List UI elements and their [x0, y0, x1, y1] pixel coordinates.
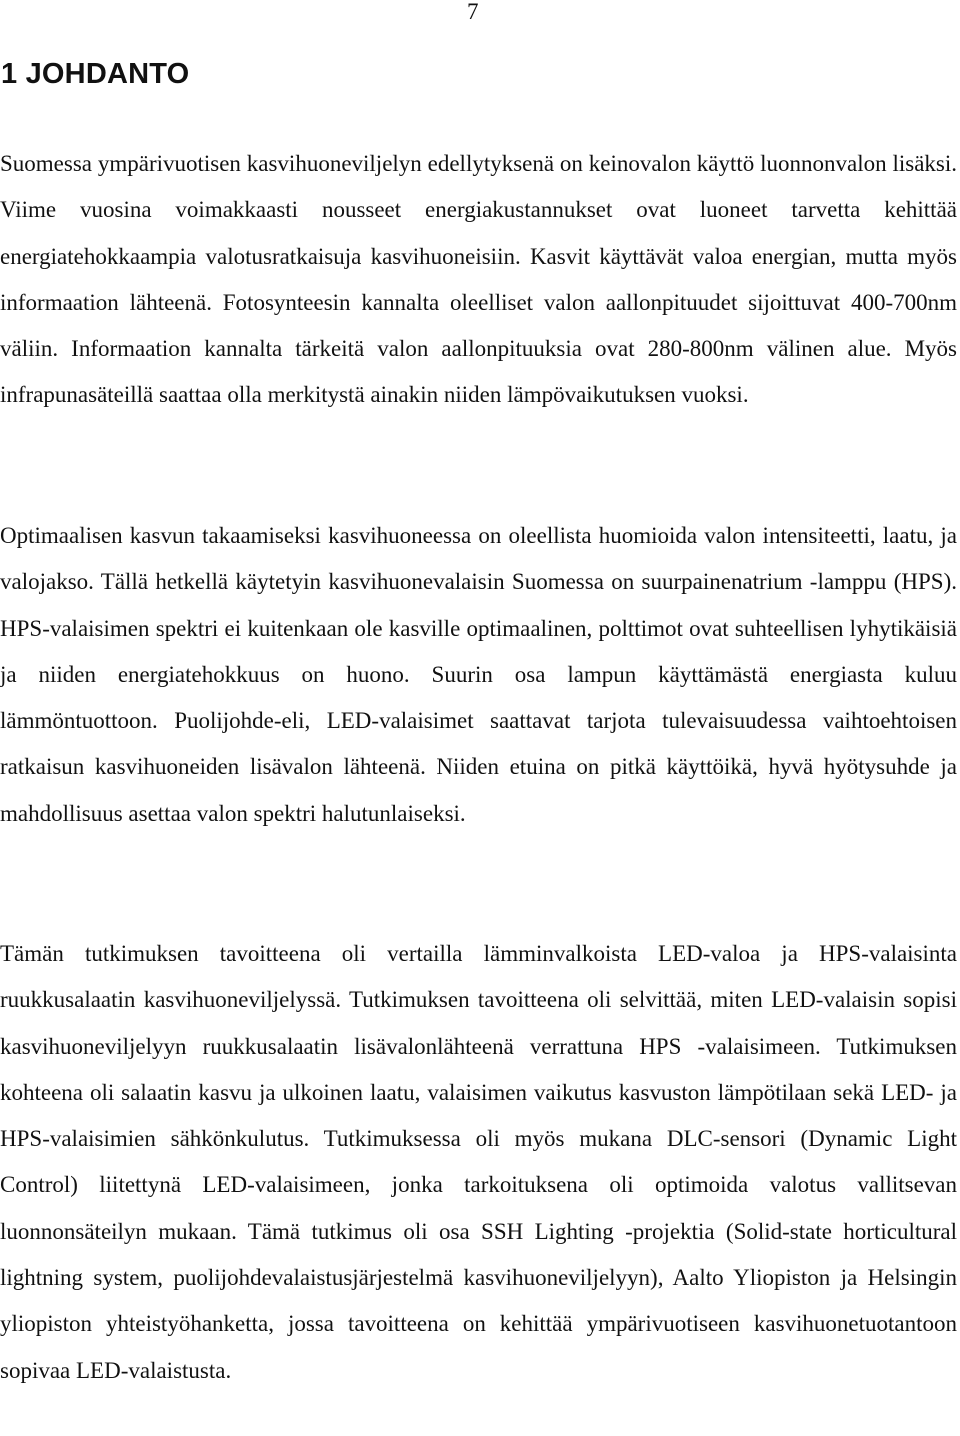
paragraph-intro: Suomessa ympärivuotisen kasvihuoneviljelyn edellytyksenä on keinovalon käyttö luonnonvalon lisäksi. Viime vuosina voimakkaasti nousseet energiakustannukset ovat luoneet tarvetta kehittää energiatehokkaampia valotusratkaisuja kasvihuoneisiin. Kasvit käyttävät valoa energian, mutta myös informaation lähteenä. Fotosynteesin kannalta oleelliset valon aallonpituudet sijoittuvat 400-700nm väliin. Informaation kannalta tärkeitä valon aallonpituuksia ovat 280-800nm välinen alue. Myös infrapunasäteillä saattaa olla merkitystä ainakin niiden lämpövaikutuksen vuoksi. — [0, 151, 957, 408]
paragraph-study-goal: Tämän tutkimuksen tavoitteena oli vertailla lämminvalkoista LED-valoa ja HPS-valaisinta ruukkusalaatin kasvihuoneviljelyssä. Tutkimuksen tavoitteena oli selvittää, miten LED-valaisin sopisi kasvihuoneviljelyyn ruukkusalaatin lisävalonlähteenä verrattuna HPS -valaisimeen. Tutkimuksen kohteena oli salaatin kasvu ja ulkoinen laatu, valaisimen vaikutus kasvuston lämpötilaan sekä LED- ja HPS-valaisimien sähkönkulutus. Tutkimuksessa oli myös mukana DLC-sensori (Dynamic Light Control) liitettynä LED-valaisimeen, jonka tarkoituksena oli optimoida valotus vallitsevan luonnonsäteilyn mukaan. Tämä tutkimus oli osa SSH Lighting -projektia (Solid-state horticultural lightning system, puolijohdevalaistusjärjestelmä kasvihuoneviljelyyn), Aalto Yliopiston ja Helsingin yliopiston yhteistyöhanketta, jossa tavoitteena on kehittää ympärivuotiseen kasvihuonetuotantoon sopivaa LED-valaistusta. — [0, 941, 957, 1383]
chapter-heading: 1 JOHDANTO — [1, 58, 190, 90]
page-number: 7 — [467, 0, 479, 24]
paragraph-lighting: Optimaalisen kasvun takaamiseksi kasvihuoneessa on oleellista huomioida valon intensiteetti, laatu, ja valojakso. Tällä hetkellä käytetyin kasvihuonevalaisin Suomessa on suurpainenatrium -lamppu (HPS). HPS-valaisimen spektri ei kuitenkaan ole kasville optimaalinen, polttimot ovat suhteellisen lyhytikäisiä ja niiden energiatehokkuus on huono. Suurin osa lampun käyttämästä energiasta kuluu lämmöntuottoon. Puolijohde-eli, LED-valaisimet saattavat tarjota tulevaisuudessa vaihtoehtoisen ratkaisun kasvihuoneiden lisävalon lähteenä. Niiden etuina on pitkä käyttöikä, hyvä hyötysuhde ja mahdollisuus asettaa valon spektri halutunlaiseksi. — [0, 523, 957, 826]
